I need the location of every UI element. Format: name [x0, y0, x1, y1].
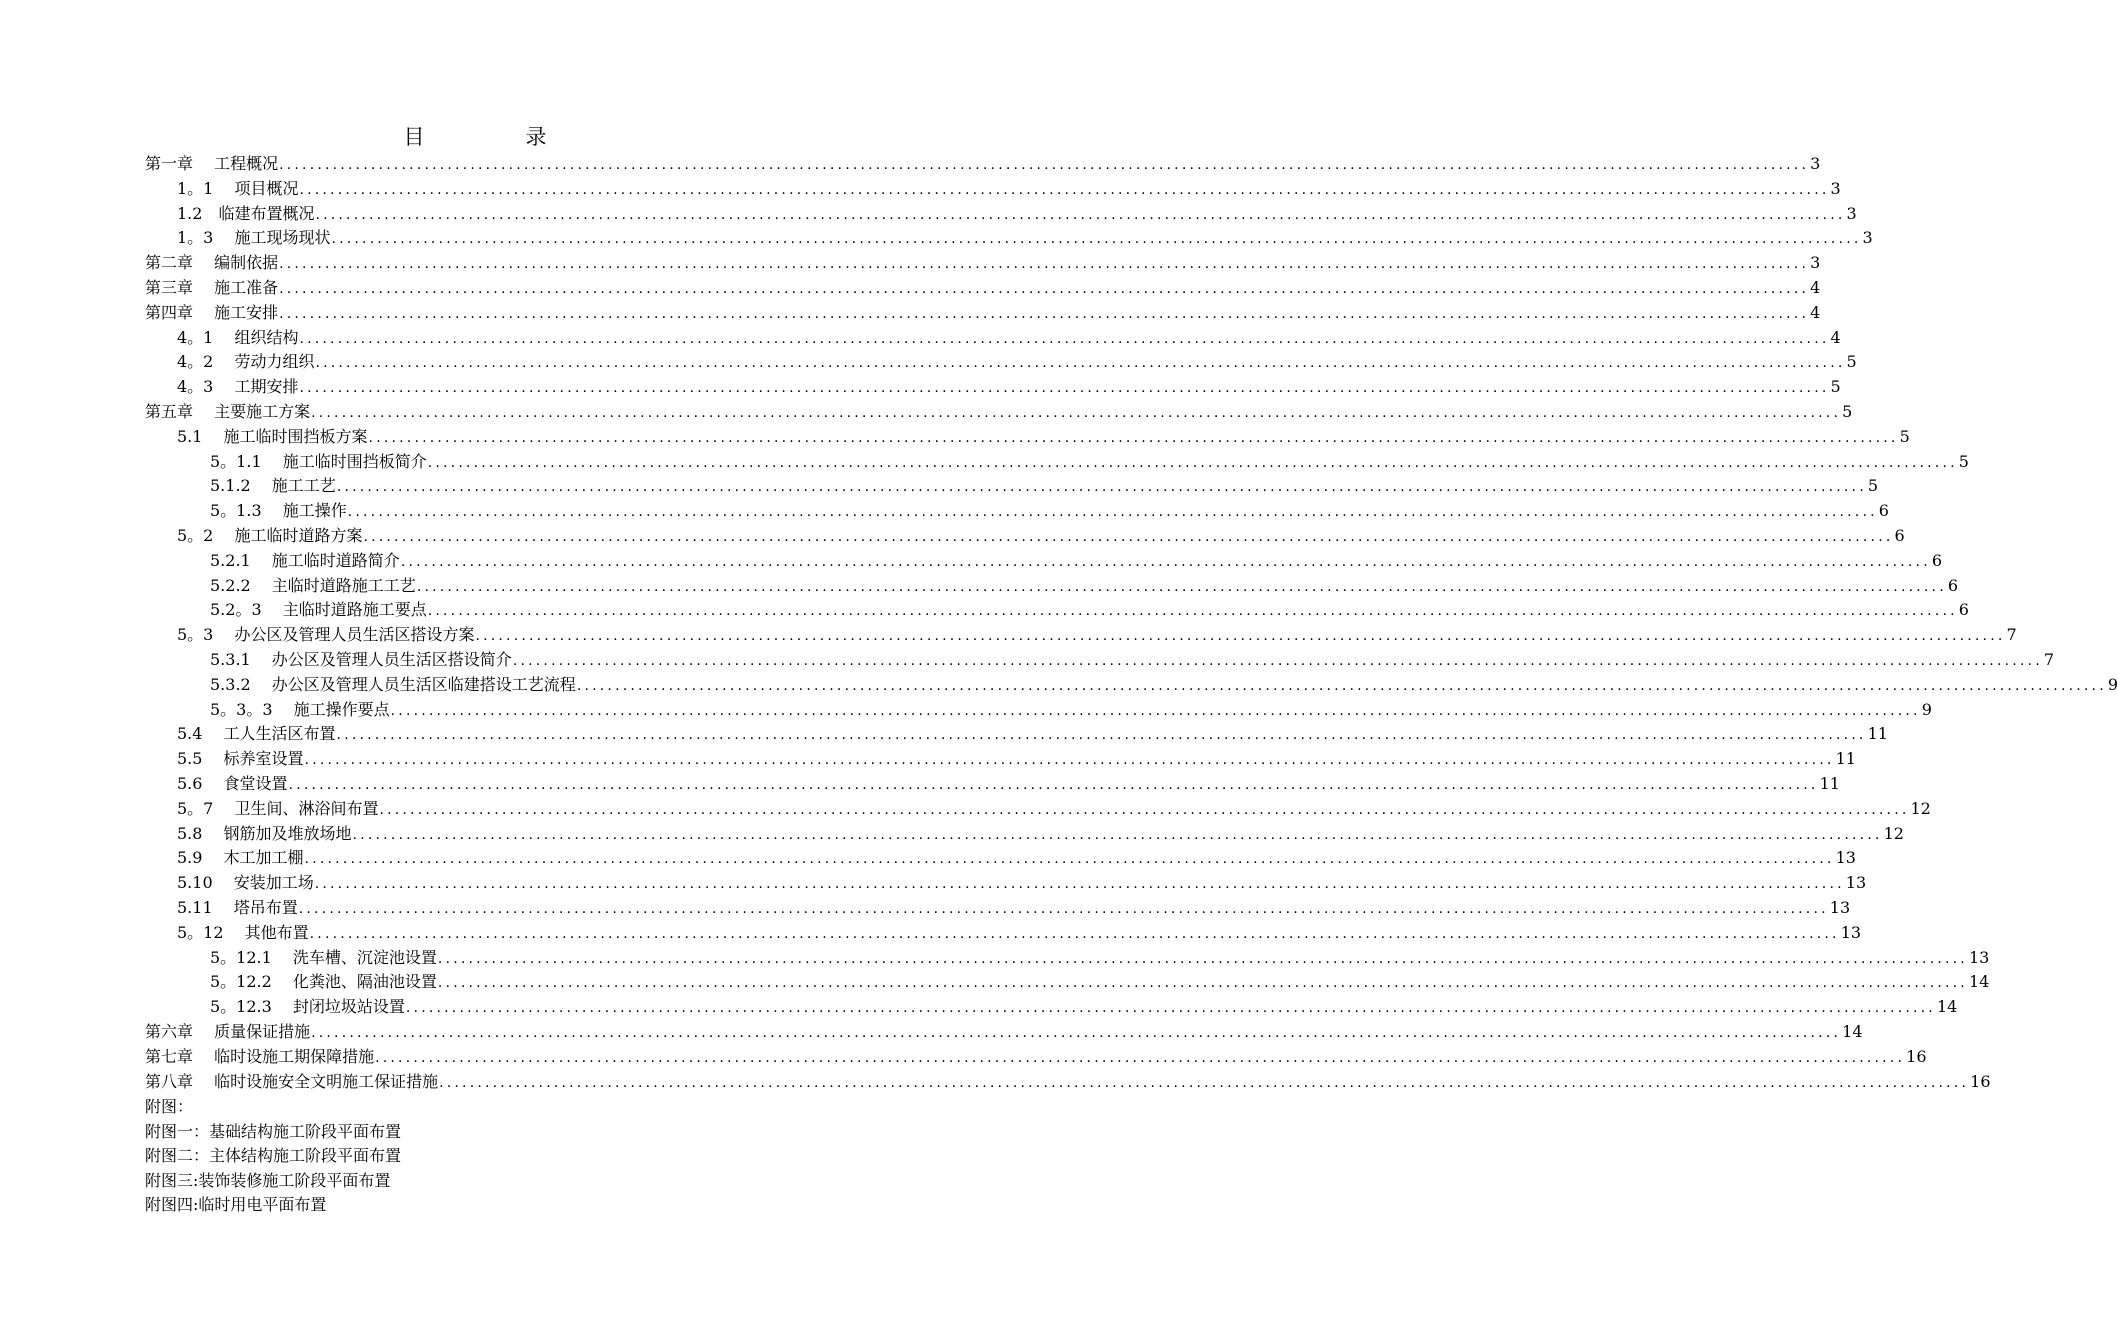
appendix-item: 附图二：主体结构施工阶段平面布置 — [145, 1146, 402, 1165]
toc-entry-label: 5.2.2 主临时道路施工工艺 — [210, 575, 416, 595]
toc-entry[interactable] — [210, 572, 1959, 596]
toc-entry-label: 5.1.2 施工工艺 — [210, 476, 336, 496]
toc-dot-leader: ........................................................................................................................................................................................................ — [299, 380, 1830, 397]
toc-entry-label: 第六章 质量保证措施 — [145, 1022, 311, 1041]
toc-dot-leader: ........................................................................................................................................................................................................ — [314, 876, 1845, 893]
toc-entry[interactable] — [145, 1018, 1863, 1042]
toc-entry-label: 5.3.2 办公区及管理人员生活区临建搭设工艺流程 — [210, 674, 576, 694]
toc-entry-page-number: 4 — [1810, 302, 1821, 322]
toc-entry-page-number: 13 — [1845, 873, 1867, 893]
toc-entry-label: 5.3.1 办公区及管理人员生活区搭设简介 — [210, 650, 512, 669]
toc-entry-page-number: 6 — [1958, 600, 1969, 620]
toc-dot-leader: ........................................................................................................................................................................................................ — [279, 256, 1810, 273]
toc-dot-leader: ........................................................................................................................................................................................................ — [315, 206, 1846, 223]
toc-entry[interactable] — [177, 795, 1931, 819]
toc-dot-leader: ........................................................................................................................................................................................................ — [279, 305, 1810, 322]
toc-entry-page-number: 13 — [1829, 898, 1851, 917]
toc-dot-leader: ........................................................................................................................................................................................................ — [331, 231, 1862, 248]
toc-entry[interactable] — [177, 373, 1841, 397]
toc-entry-page-number: 6 — [1878, 501, 1889, 521]
toc-entry[interactable] — [210, 472, 1879, 496]
toc-entry[interactable] — [177, 820, 1904, 844]
toc-entry[interactable] — [177, 770, 1840, 794]
toc-entry-label: 1.2 临建布置概况 — [177, 203, 315, 223]
toc-entry[interactable] — [210, 671, 2118, 695]
toc-entry[interactable] — [177, 175, 1841, 199]
toc-entry-page-number: 11 — [1819, 774, 1840, 793]
toc-entry[interactable] — [210, 448, 1969, 472]
toc-entry[interactable] — [177, 919, 1862, 943]
toc-entry-label: 第五章 主要施工方案 — [145, 402, 311, 421]
toc-dot-leader: ........................................................................................................................................................................................................ — [299, 330, 1830, 347]
appendix-item: 附图三:装饰装修施工阶段平面布置 — [145, 1170, 391, 1190]
toc-entry[interactable] — [210, 968, 1990, 992]
toc-entry-page-number: 3 — [1830, 178, 1841, 198]
toc-entry-page-number: 13 — [1835, 848, 1856, 868]
toc-entry[interactable] — [177, 869, 1867, 893]
toc-entry-label: 5.8 钢筋加及堆放场地 — [177, 823, 352, 843]
toc-entry-page-number: 14 — [1842, 1022, 1863, 1041]
toc-entry[interactable] — [177, 324, 1841, 348]
toc-entry[interactable] — [177, 522, 1905, 546]
toc-entry[interactable] — [210, 993, 1958, 1017]
toc-entry-label: 5。12.2 化粪池、隔油池设置 — [210, 972, 437, 992]
toc-dot-leader: ........................................................................................................................................................................................................ — [512, 653, 2043, 669]
toc-entry-label: 5。12 其他布置 — [177, 922, 309, 942]
toc-entry[interactable] — [210, 646, 2055, 670]
toc-entry-page-number: 3 — [1862, 228, 1873, 248]
toc-entry-label: 5。12.3 封闭垃圾站设置 — [210, 997, 405, 1017]
toc-entry-page-number: 12 — [1883, 823, 1904, 843]
toc-dot-leader: ........................................................................................................................................................................................................ — [416, 578, 1947, 595]
toc-dot-leader: ........................................................................................................................................................................................................ — [336, 479, 1867, 496]
toc-entry[interactable] — [177, 745, 1856, 769]
toc-dot-leader: ........................................................................................................................................................................................................ — [347, 504, 1878, 521]
toc-dot-leader: ........................................................................................................................................................................................................ — [299, 181, 1830, 198]
toc-title: 目 录 — [403, 125, 587, 149]
toc-entry-page-number: 9 — [2107, 674, 2118, 694]
toc-entry-page-number: 11 — [1835, 749, 1856, 769]
toc-entry[interactable] — [210, 696, 1932, 720]
toc-entry-page-number: 9 — [1921, 699, 1932, 719]
toc-entry[interactable] — [210, 497, 1889, 521]
toc-dot-leader: ........................................................................................................................................................................................................ — [390, 702, 1921, 719]
toc-dot-leader: ........................................................................................................................................................................................................ — [279, 157, 1810, 173]
toc-entry[interactable] — [145, 150, 1821, 174]
toc-entry[interactable] — [210, 547, 1943, 571]
toc-entry-page-number: 7 — [2043, 650, 2055, 669]
toc-entry-page-number: 5 — [1958, 451, 1969, 471]
toc-dot-leader: ........................................................................................................................................................................................................ — [405, 1000, 1936, 1017]
toc-entry-page-number: 13 — [1968, 947, 1990, 967]
toc-dot-leader: ........................................................................................................................................................................................................ — [311, 405, 1842, 421]
toc-dot-leader: ........................................................................................................................................................................................................ — [363, 529, 1894, 545]
toc-dot-leader: ........................................................................................................................................................................................................ — [304, 851, 1835, 868]
toc-entry-page-number: 14 — [1968, 972, 1990, 992]
toc-entry[interactable] — [145, 398, 1853, 422]
toc-dot-leader: ........................................................................................................................................................................................................ — [352, 826, 1883, 843]
toc-entry[interactable] — [177, 200, 1857, 224]
toc-entry-label: 5。12.1 洗车槽、沉淀池设置 — [210, 947, 437, 967]
toc-dot-leader: ........................................................................................................................................................................................................ — [576, 677, 2107, 694]
toc-entry[interactable] — [177, 894, 1851, 918]
toc-entry-label: 第二章 编制依据 — [145, 253, 279, 273]
appendix-heading: 附图： — [145, 1097, 194, 1116]
appendix-item: 附图一：基础结构施工阶段平面布置 — [145, 1121, 402, 1141]
toc-entry[interactable] — [145, 274, 1821, 298]
toc-entry-page-number: 5 — [1846, 352, 1857, 372]
toc-dot-leader: ........................................................................................................................................................................................................ — [279, 281, 1810, 297]
toc-entry-label: 5.1 施工临时围挡板方案 — [177, 426, 368, 446]
toc-entry[interactable] — [145, 249, 1821, 273]
toc-entry-page-number: 6 — [1947, 575, 1959, 595]
toc-entry-page-number: 3 — [1810, 253, 1821, 273]
toc-entry-label: 5。2 施工临时道路方案 — [177, 526, 363, 545]
toc-dot-leader: ........................................................................................................................................................................................................ — [475, 628, 2006, 645]
toc-entry-page-number: 6 — [1894, 526, 1905, 545]
toc-dot-leader: ........................................................................................................................................................................................................ — [309, 925, 1840, 942]
toc-entry-label: 5.2.1 施工临时道路简介 — [210, 550, 400, 570]
toc-entry-label: 4。3 工期安排 — [177, 377, 299, 397]
toc-entry-label: 第七章 临时设施工期保障措施 — [145, 1046, 375, 1066]
toc-entry-page-number: 5 — [1842, 402, 1853, 421]
toc-entry[interactable] — [145, 1068, 1991, 1092]
toc-entry-label: 5.11 塔吊布置 — [177, 898, 298, 917]
toc-entry-label: 5。1.1 施工临时围挡板简介 — [210, 451, 427, 471]
toc-entry-label: 5。3。3 施工操作要点 — [210, 699, 390, 719]
toc-dot-leader: ........................................................................................................................................................................................................ — [288, 777, 1819, 793]
toc-entry-page-number: 5 — [1830, 377, 1841, 397]
toc-dot-leader: ........................................................................................................................................................................................................ — [315, 355, 1846, 372]
toc-entry[interactable] — [210, 944, 1990, 968]
toc-dot-leader: ........................................................................................................................................................................................................ — [427, 603, 1958, 620]
toc-entry-label: 4。2 劳动力组织 — [177, 352, 315, 372]
toc-entry-page-number: 4 — [1830, 327, 1841, 347]
toc-entry-page-number: 5 — [1899, 426, 1910, 446]
toc-entry-label: 1。1 项目概况 — [177, 178, 299, 198]
toc-entry[interactable] — [177, 720, 1888, 744]
toc-dot-leader: ........................................................................................................................................................................................................ — [336, 727, 1867, 744]
toc-dot-leader: ........................................................................................................................................................................................................ — [427, 454, 1958, 471]
toc-entry-page-number: 16 — [1970, 1071, 1991, 1091]
toc-entry-label: 第三章 施工准备 — [145, 278, 279, 297]
toc-dot-leader: ........................................................................................................................................................................................................ — [368, 429, 1899, 446]
toc-dot-leader: ........................................................................................................................................................................................................ — [298, 901, 1829, 917]
toc-entry-label: 5。1.3 施工操作 — [210, 501, 347, 521]
toc-entry-label: 5。3 办公区及管理人员生活区搭设方案 — [177, 625, 475, 645]
toc-entry-page-number: 13 — [1840, 922, 1862, 942]
toc-entry-page-number: 7 — [2006, 625, 2017, 645]
toc-entry[interactable] — [177, 423, 1910, 447]
toc-entry-page-number: 6 — [1931, 550, 1943, 570]
appendix-item: 附图四:临时用电平面布置 — [145, 1195, 327, 1214]
toc-entry-page-number: 14 — [1936, 997, 1958, 1017]
toc-entry-label: 4。1 组织结构 — [177, 327, 299, 347]
toc-entry-label: 第八章 临时设施安全文明施工保证措施 — [145, 1071, 439, 1091]
toc-entry-page-number: 3 — [1810, 154, 1821, 173]
toc-entry[interactable] — [145, 1043, 1927, 1067]
toc-entry[interactable] — [177, 224, 1873, 248]
toc-entry-page-number: 16 — [1906, 1046, 1927, 1066]
toc-entry[interactable] — [177, 621, 2017, 645]
toc-dot-leader: ........................................................................................................................................................................................................ — [304, 752, 1835, 769]
toc-entry[interactable] — [177, 348, 1857, 372]
toc-dot-leader: ........................................................................................................................................................................................................ — [400, 553, 1931, 570]
toc-entry-label: 5.4 工人生活区布置 — [177, 724, 336, 744]
toc-dot-leader: ........................................................................................................................................................................................................ — [311, 1025, 1842, 1041]
toc-entry[interactable] — [210, 596, 1969, 620]
toc-entry-page-number: 5 — [1867, 476, 1879, 496]
toc-entry[interactable] — [145, 299, 1821, 323]
toc-entry-label: 第四章 施工安排 — [145, 302, 279, 322]
toc-entry-label: 5.2。3 主临时道路施工要点 — [210, 600, 427, 620]
toc-entry-page-number: 3 — [1846, 203, 1857, 223]
toc-dot-leader: ........................................................................................................................................................................................................ — [375, 1049, 1906, 1066]
toc-entry[interactable] — [177, 844, 1856, 868]
toc-entry-page-number: 12 — [1910, 798, 1931, 818]
toc-dot-leader: ........................................................................................................................................................................................................ — [379, 801, 1910, 818]
toc-entry-label: 5.9 木工加工棚 — [177, 848, 304, 868]
toc-entry-label: 5.5 标养室设置 — [177, 749, 304, 769]
toc-entry-label: 5.10 安装加工场 — [177, 873, 314, 893]
toc-dot-leader: ........................................................................................................................................................................................................ — [437, 950, 1968, 967]
toc-entry-label: 5。7 卫生间、淋浴间布置 — [177, 798, 379, 818]
toc-entry-label: 第一章 工程概况 — [145, 154, 279, 173]
toc-entry-page-number: 11 — [1867, 724, 1888, 744]
toc-dot-leader: ........................................................................................................................................................................................................ — [439, 1074, 1970, 1091]
toc-entry-label: 1。3 施工现场现状 — [177, 228, 331, 248]
toc-dot-leader: ........................................................................................................................................................................................................ — [437, 975, 1968, 992]
toc-entry-page-number: 4 — [1810, 278, 1821, 297]
toc-entry-label: 5.6 食堂设置 — [177, 774, 288, 793]
